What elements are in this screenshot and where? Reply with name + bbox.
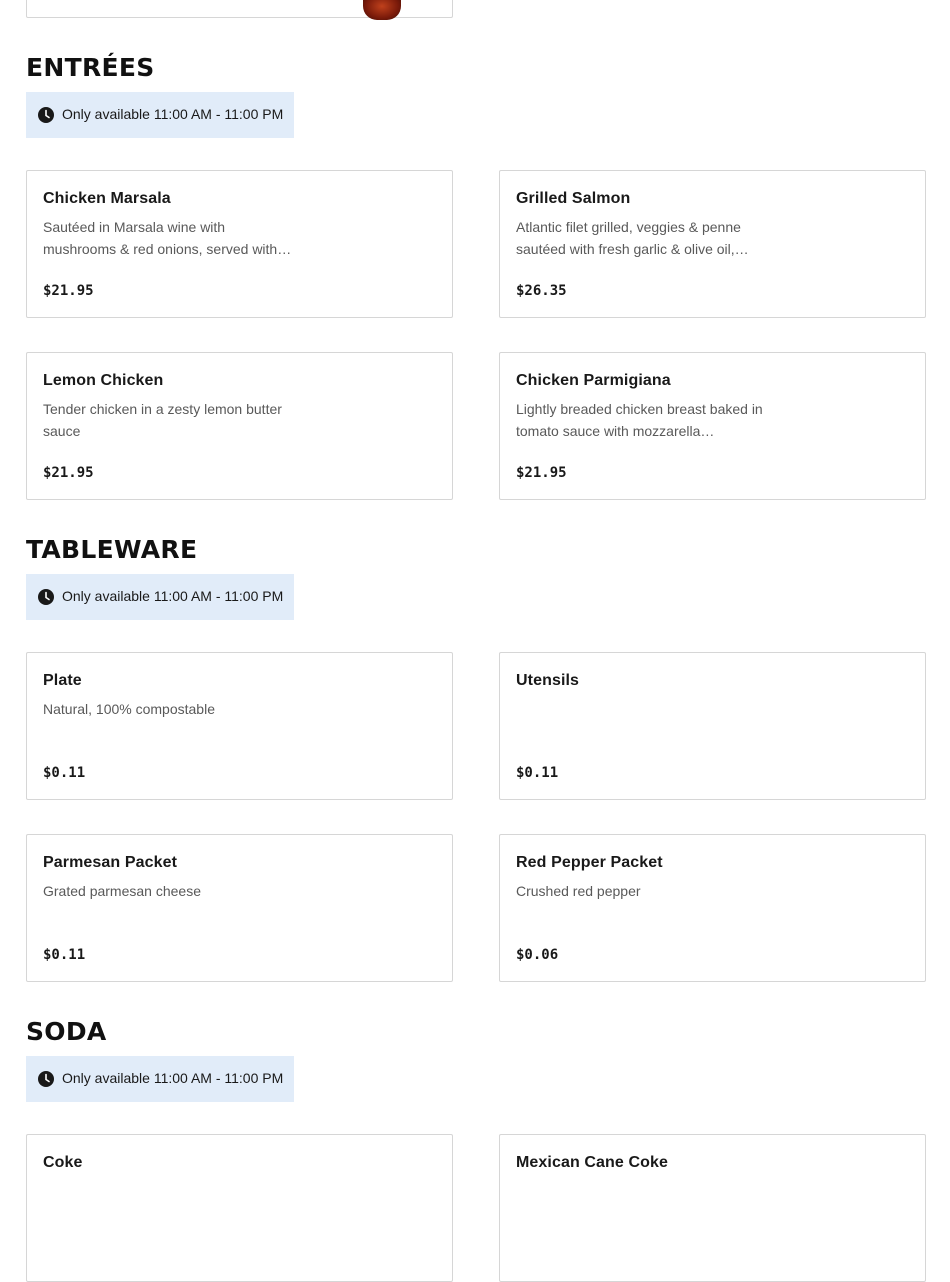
item-price: $0.11	[43, 765, 86, 781]
item-description: Tender chicken in a zesty lemon butter sauce	[43, 401, 282, 439]
item-name: Lemon Chicken	[43, 372, 164, 389]
menu-item-card[interactable]	[26, 652, 453, 800]
item-price: $0.11	[516, 765, 559, 781]
item-description: Sautéed in Marsala wine with mushrooms & red onions, served with…	[43, 219, 292, 257]
menu-item-card[interactable]	[499, 834, 926, 982]
availability-banner	[26, 574, 294, 620]
item-price: $26.35	[516, 283, 567, 299]
item-name: Mexican Cane Coke	[516, 1154, 668, 1171]
item-description: Grated parmesan cheese	[43, 883, 201, 899]
clock-icon	[37, 1070, 55, 1088]
item-name: Red Pepper Packet	[516, 854, 663, 871]
item-name: Chicken Marsala	[43, 190, 171, 207]
section-title-entrees: ENTRÉES	[26, 53, 155, 82]
item-name: Coke	[43, 1154, 83, 1171]
menu-item-card[interactable]	[26, 1134, 453, 1282]
item-photo	[363, 0, 401, 20]
item-name: Parmesan Packet	[43, 854, 178, 871]
item-price: $0.11	[43, 947, 86, 963]
item-name: Grilled Salmon	[516, 190, 631, 207]
menu-item-card[interactable]	[26, 170, 453, 318]
menu-item-card[interactable]	[26, 0, 453, 18]
availability-text: Only available 11:00 AM - 11:00 PM	[62, 588, 284, 604]
clock-icon	[37, 588, 55, 606]
section-title-tableware: TABLEWARE	[26, 535, 198, 564]
menu-item-card[interactable]	[499, 352, 926, 500]
availability-text: Only available 11:00 AM - 11:00 PM	[62, 1070, 284, 1086]
item-price: $21.95	[43, 465, 94, 481]
clock-icon	[37, 106, 55, 124]
availability-banner	[26, 1056, 294, 1102]
section-title-soda: SODA	[26, 1017, 107, 1046]
item-price: $21.95	[516, 465, 567, 481]
menu-item-card[interactable]	[26, 352, 453, 500]
item-price: $21.95	[43, 283, 94, 299]
item-description: Atlantic filet grilled, veggies & penne sautéed with fresh garlic & olive oil,…	[516, 219, 749, 257]
item-name: Plate	[43, 672, 82, 689]
menu-item-card[interactable]	[26, 834, 453, 982]
availability-text: Only available 11:00 AM - 11:00 PM	[62, 106, 284, 122]
item-description: Crushed red pepper	[516, 883, 641, 899]
item-price: $0.06	[516, 947, 559, 963]
menu-item-card[interactable]	[499, 170, 926, 318]
menu-item-card[interactable]	[499, 652, 926, 800]
availability-banner	[26, 92, 294, 138]
item-description: Lightly breaded chicken breast baked in tomato sauce with mozzarella…	[516, 401, 763, 439]
item-name: Chicken Parmigiana	[516, 372, 671, 389]
item-name: Utensils	[516, 672, 580, 689]
menu-item-card[interactable]	[499, 1134, 926, 1282]
item-description: Natural, 100% compostable	[43, 701, 215, 717]
